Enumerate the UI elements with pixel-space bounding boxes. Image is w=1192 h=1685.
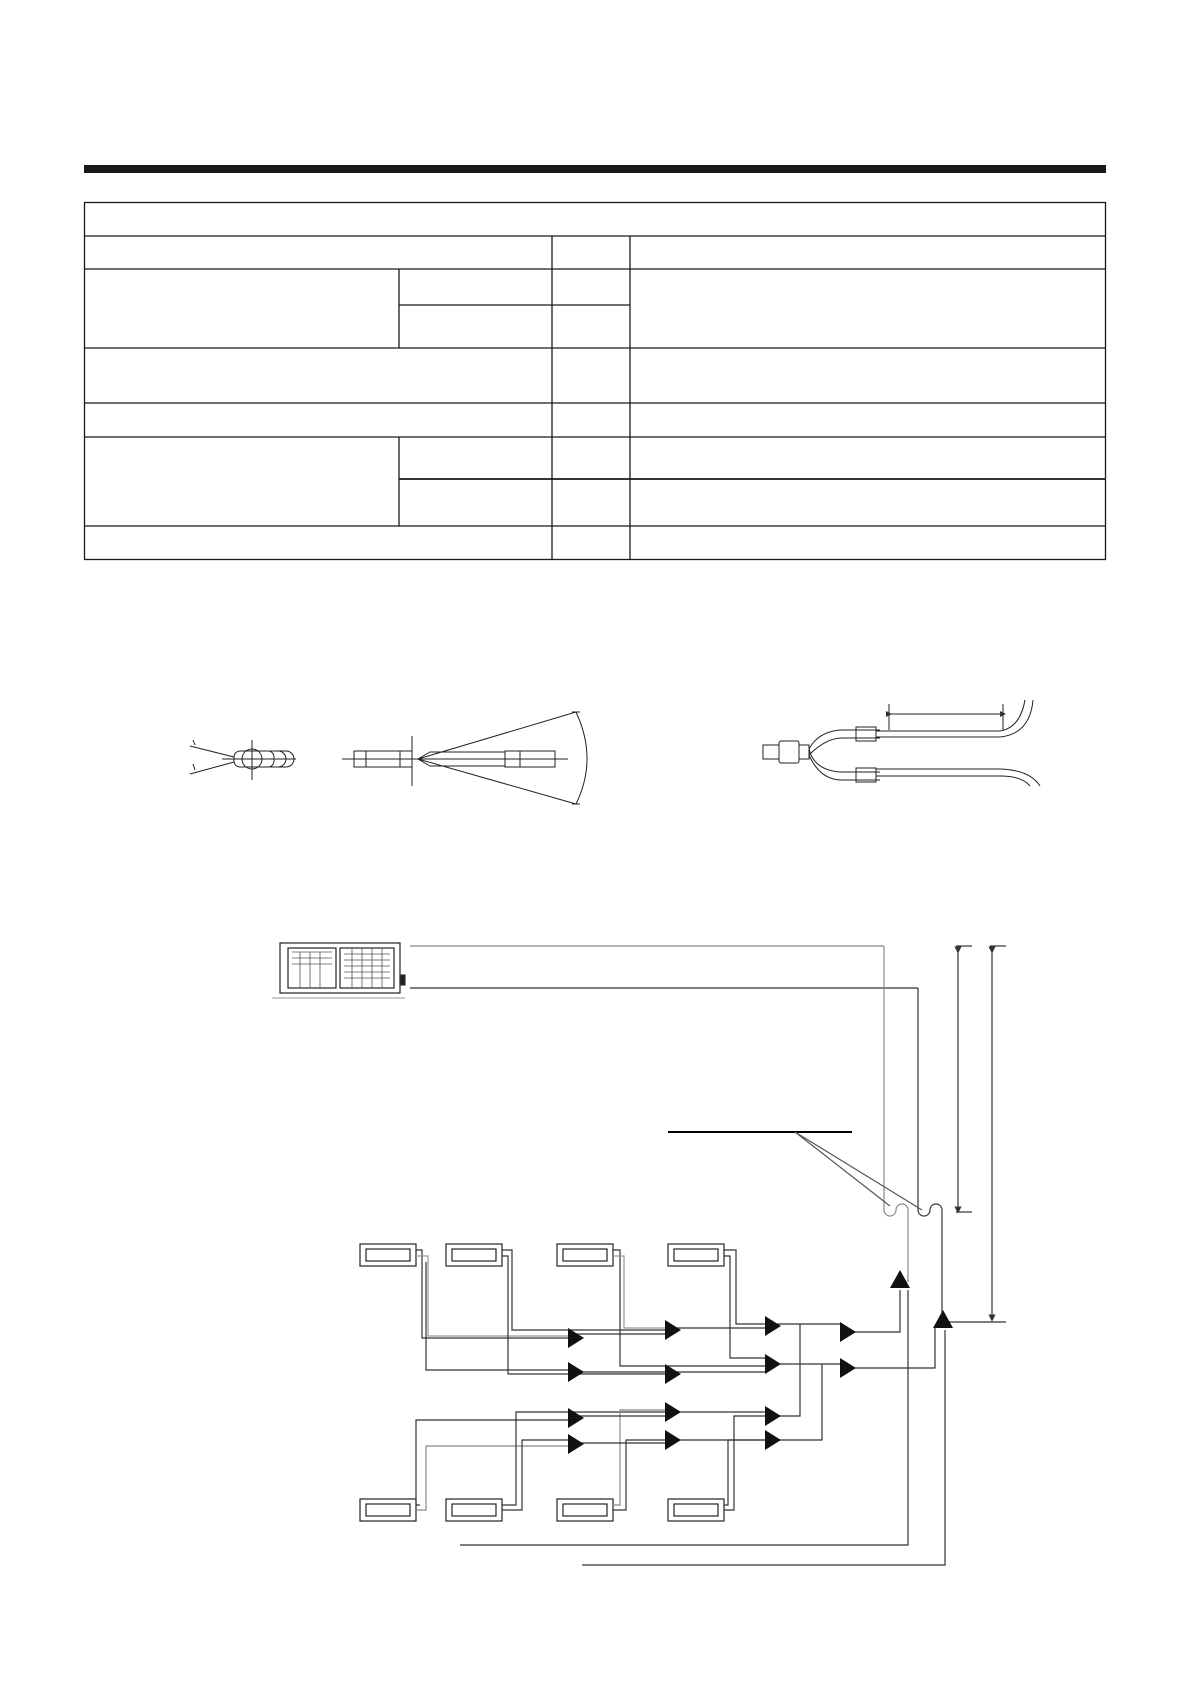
spec-table bbox=[84, 203, 1106, 561]
indoor-units-bottom bbox=[360, 1499, 724, 1521]
branch-joints bbox=[568, 1270, 953, 1454]
u-bend-drawing bbox=[763, 700, 1040, 786]
branch-pipe-drawing bbox=[190, 712, 587, 804]
table-frame bbox=[85, 203, 1106, 560]
outdoor-unit bbox=[272, 943, 405, 998]
indoor-units-top bbox=[360, 1244, 724, 1266]
piping-diagram bbox=[272, 943, 1006, 1565]
